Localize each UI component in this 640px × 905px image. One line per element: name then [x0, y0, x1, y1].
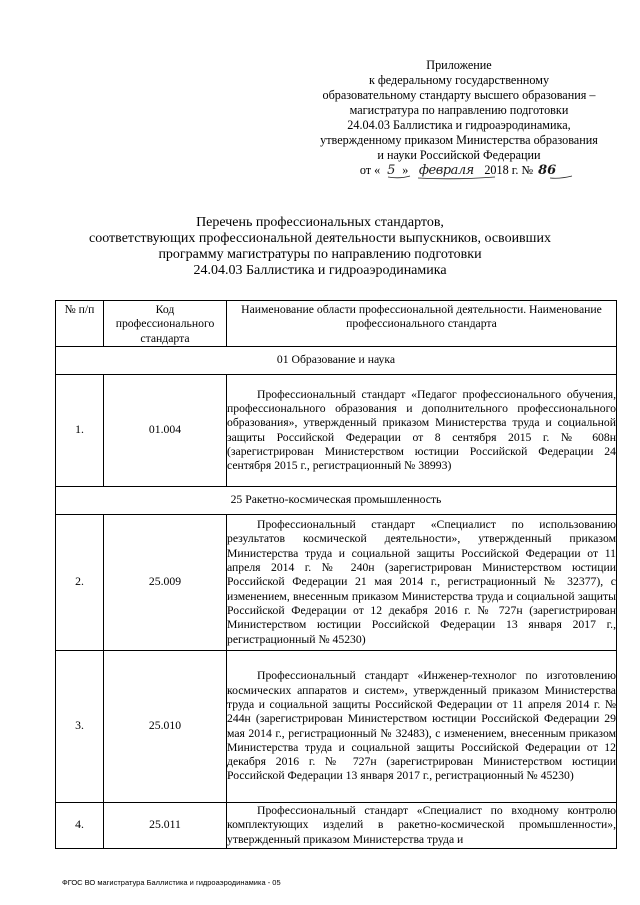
date-mid: »: [402, 163, 409, 177]
document-title: [60, 215, 580, 279]
header-code: Код профессионального стандарта: [104, 301, 227, 347]
row-num: 3.: [56, 651, 104, 803]
page-footer: ФГОС ВО магистратура Баллистика и гидроаэродинамика - 05: [62, 878, 281, 887]
appendix-line: образовательному стандарту высшего образования –: [322, 88, 596, 102]
title-line: 24.04.03 Баллистика и гидроаэродинамика: [193, 263, 447, 278]
row-num: 2.: [56, 515, 104, 651]
appendix-line: Приложение: [426, 58, 492, 72]
appendix-line: утвержденному приказом Министерства образования: [320, 133, 598, 147]
appendix-line: магистратура по направлению подготовки: [349, 103, 569, 117]
handwritten-month: февраля: [418, 163, 474, 178]
section-row: [56, 347, 617, 375]
order-date-line: [300, 163, 618, 178]
appendix-line: 24.04.03 Баллистика и гидроаэродинамика,: [347, 118, 571, 132]
row-code: 01.004: [104, 375, 227, 487]
section-title: 01 Образование и наука: [56, 347, 617, 375]
row-text: Профессиональный стандарт «Педагог профессионального обучения, профессионального образования и дополнительного профессионального образования», утвержденный приказом Министерства труда и социальной защиты Российской Федерации от 8 сентября 2015 г. № 608н (зарегистрирован Министерством юстиции Российской Федерации 24 сентября 2015 г., регистрационный № 38993): [227, 375, 617, 487]
table-row: [56, 515, 617, 651]
appendix-line: к федеральному государственному: [368, 73, 550, 87]
date-prefix: от «: [359, 163, 381, 177]
header-name: Наименование области профессиональной деятельности. Наименование профессионального стандарта: [227, 301, 617, 347]
section-row: [56, 487, 617, 515]
row-code: 25.009: [104, 515, 227, 651]
row-code: 25.011: [104, 803, 227, 849]
title-line: программу магистратуры по направлению подготовки: [158, 247, 482, 262]
table-row: [56, 803, 617, 849]
appendix-header: [300, 58, 618, 178]
title-line: соответствующих профессиональной деятельности выпускников, освоивших: [89, 231, 551, 246]
row-code: 25.010: [104, 651, 227, 803]
date-year: 2018 г. №: [484, 163, 534, 177]
row-text: Профессиональный стандарт «Инженер-технолог по изготовлению космических аппаратов и систем», утвержденный приказом Министерства труда и социальной защиты Российской Федерации от 11 апреля 2014 г. № 244н (зарегистрирован Министерством юстиции Российской Федерации 29 мая 2014 г., регистрационный № 32483), с изменением, внесенным приказом Министерства труда и социальной защиты Российской Федерации от 12 декабря 2016 г. № 727н (зарегистрирован Министерством юстиции Российской Федерации 13 января 2017 г., регистрационный № 45230): [227, 651, 617, 803]
row-num: 4.: [56, 803, 104, 849]
handwritten-order-number: 86: [538, 163, 557, 178]
row-text: Профессиональный стандарт «Специалист по использованию результатов космической деятельности», утвержденный приказом Министерства труда и социальной защиты Российской Федерации от 11 апреля 2014 г. № 240н (зарегистрирован Министерством юстиции Российской Федерации 21 мая 2014 г., регистрационный № 32377), с изменением, внесенным приказом Министерства труда и социальной защиты Российской Федерации от 12 декабря 2016 г. № 727н (зарегистрирован Министерством юстиции Российской Федерации 13 января 2017 г., регистрационный № 45230): [227, 515, 617, 651]
row-num: 1.: [56, 375, 104, 487]
handwritten-day: 5: [387, 163, 396, 178]
header-num: № п/п: [56, 301, 104, 347]
appendix-line: и науки Российской Федерации: [377, 148, 541, 162]
table-header-row: [56, 301, 617, 347]
table-row: [56, 651, 617, 803]
section-title: 25 Ракетно-космическая промышленность: [56, 487, 617, 515]
title-line: Перечень профессиональных стандартов,: [196, 215, 444, 230]
standards-table: [55, 300, 617, 849]
row-text: Профессиональный стандарт «Специалист по входному контролю комплектующих изделий в ракетно-космической промышленности», утвержденный приказом Министерства труда и: [227, 803, 617, 849]
table-row: [56, 375, 617, 487]
